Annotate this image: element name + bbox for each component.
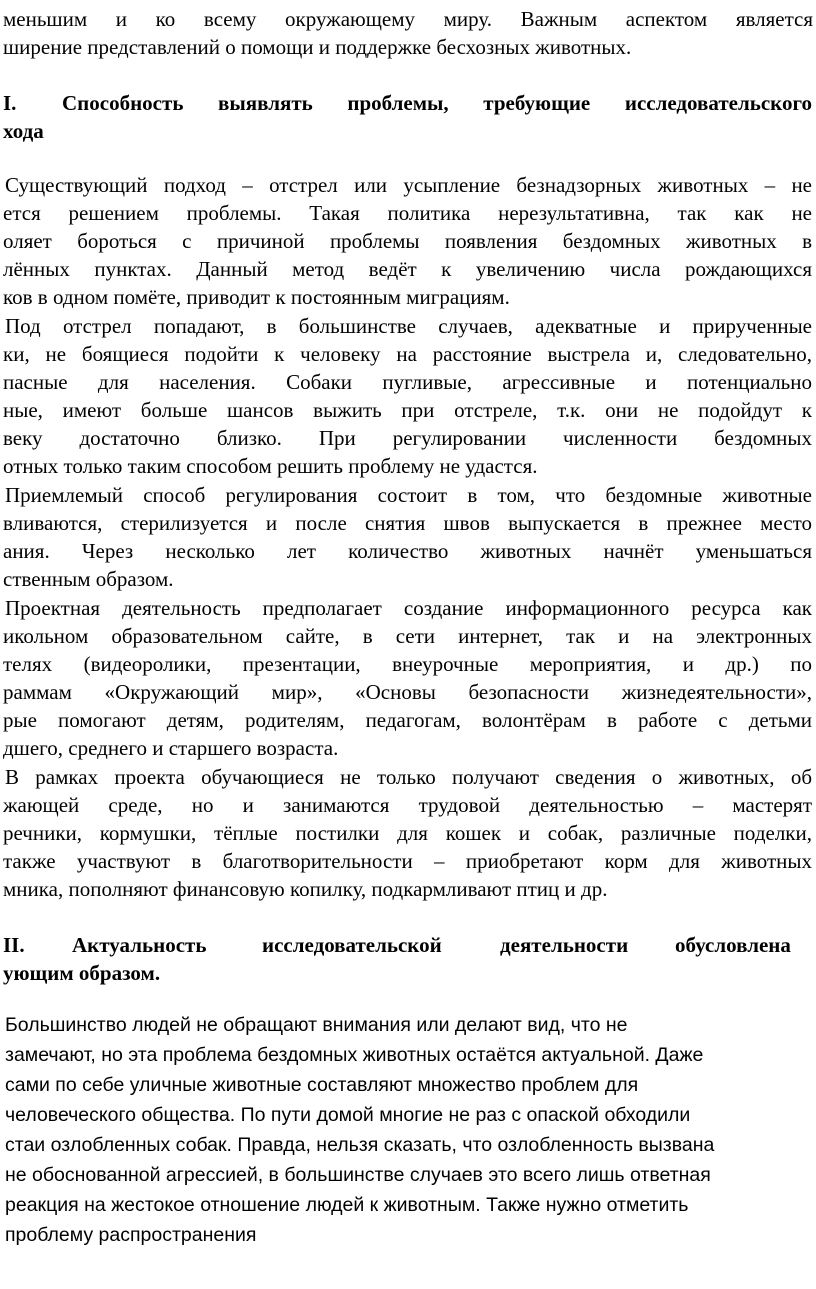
text-line: замечают, но эта проблема бездомных животных остаётся актуальной. Даже — [5, 1044, 704, 1066]
text-line: ширение представлений о помощи и поддержке бесхозных животных. — [3, 35, 632, 59]
text-line: Приемлемый способ регулирования состоит в том, что бездомные животные — [5, 483, 812, 507]
section-heading-word: Актуальность — [72, 933, 207, 957]
text-line: веку достаточно близко. При регулировании численности бездомных — [3, 426, 812, 450]
text-line: пасные для населения. Собаки пугливые, агрессивные и потенциально — [3, 370, 812, 394]
section-heading-word: деятельности — [500, 933, 629, 957]
text-line: ки, не боящиеся подойти к человеку на расстояние выстрела и, следовательно, — [3, 342, 812, 366]
text-line: Проектная деятельность предполагает создание информационного ресурса как — [5, 596, 812, 620]
text-line: ные, имеют больше шансов выжить при отстреле, т.к. они не подойдут к — [3, 398, 812, 422]
section-heading: ующим образом. — [3, 961, 161, 985]
section-number: II. — [3, 933, 25, 957]
text-line: В рамках проекта обучающиеся не только получают сведения о животных, об — [5, 765, 812, 789]
text-line: вливаются, стерилизуется и после снятия швов выпускается в прежнее место — [3, 511, 812, 535]
text-line: не обоснованной агрессией, в большинстве случаев это всего лишь ответная — [5, 1164, 711, 1186]
text-line: телях (видеоролики, презентации, внеурочные мероприятия, и др.) по — [3, 652, 812, 676]
section-heading: Способность выявлять проблемы, требующие исследовательского — [62, 91, 812, 115]
text-line: жающей среде, но и занимаются трудовой деятельностью – мастерят — [3, 793, 812, 817]
section-number: I. — [3, 91, 17, 115]
text-line: ственным образом. — [3, 567, 174, 591]
text-line: Существующий подход – отстрел или усыпление безнадзорных животных – не — [5, 173, 812, 197]
text-line: икольном образовательном сайте, в сети интернет, так и на электронных — [3, 624, 812, 648]
text-line: реакция на жестокое отношение людей к животным. Также нужно отметить — [5, 1194, 689, 1216]
text-line: сами по себе уличные животные составляют множество проблем для — [5, 1074, 639, 1096]
section-heading-word: исследовательской — [262, 933, 442, 957]
text-line: ания. Через несколько лет количество животных начнёт уменьшаться — [3, 539, 812, 563]
text-line: мника, пополняют финансовую копилку, подкармливают птиц и др. — [3, 877, 608, 901]
text-line: раммам «Окружающий мир», «Основы безопасности жизнедеятельности», — [3, 680, 812, 704]
text-line: проблему распространения — [5, 1224, 257, 1246]
text-line: меньшим и ко всему окружающему миру. Важным аспектом является — [3, 7, 813, 31]
section-heading: хода — [3, 119, 44, 143]
text-line: ков в одном помёте, приводит к постоянным миграциям. — [3, 285, 510, 309]
text-line: ется решением проблемы. Такая политика нерезультативна, так как не — [3, 201, 812, 225]
text-line: рые помогают детям, родителям, педагогам, волонтёрам в работе с детьми — [3, 708, 812, 732]
text-line: дшего, среднего и старшего возраста. — [3, 736, 339, 760]
text-line: отных только таким способом решить проблему не удастся. — [3, 454, 538, 478]
text-line: человеческого общества. По пути домой многие не раз с опаской обходили — [5, 1104, 691, 1126]
text-line: Под отстрел попадают, в большинстве случаев, адекватные и прирученные — [5, 314, 812, 338]
text-line: стаи озлобленных собак. Правда, нельзя сказать, что озлобленность вызвана — [5, 1134, 715, 1156]
text-line: также участвуют в благотворительности – приобретают корм для животных — [3, 849, 812, 873]
text-line: оляет бороться с причиной проблемы появления бездомных животных в — [3, 229, 812, 253]
text-line: лённых пунктах. Данный метод ведёт к увеличению числа рождающихся — [3, 257, 812, 281]
section-heading-word: обусловлена — [675, 933, 791, 957]
text-line: речники, кормушки, тёплые постилки для кошек и собак, различные поделки, — [3, 821, 812, 845]
text-line: Большинство людей не обращают внимания или делают вид, что не — [5, 1014, 628, 1036]
